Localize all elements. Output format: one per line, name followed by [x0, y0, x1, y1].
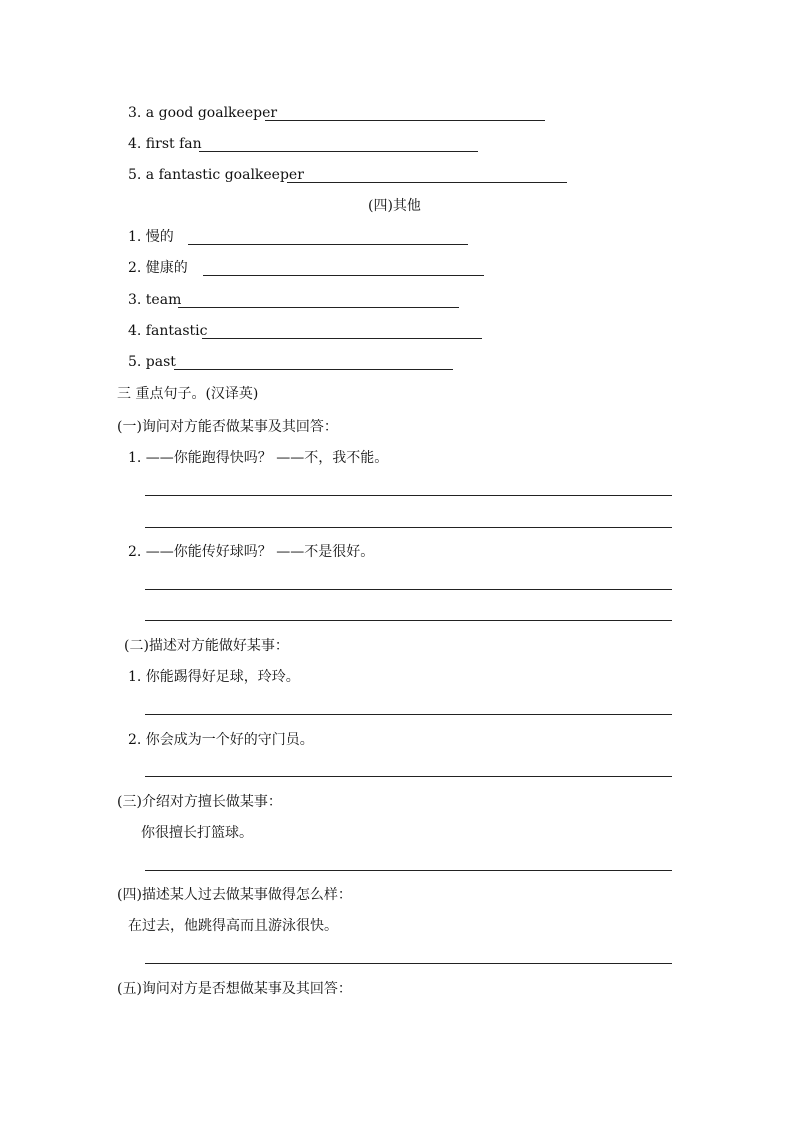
other-item-1-answer-line[interactable] — [188, 244, 468, 245]
sentence-4-1-answer-line[interactable] — [145, 963, 672, 964]
sentence-4-1-prompt: 在过去，他跳得高而且游泳很快。 — [128, 918, 338, 934]
sentence-3-1-answer-line[interactable] — [145, 870, 672, 871]
subsection-three-heading: (三)介绍对方擅长做某事： — [117, 794, 282, 810]
other-item-2-label: 2. 健康的 — [128, 260, 188, 276]
sentence-2-2-prompt: 2. 你会成为一个好的守门员。 — [128, 732, 314, 748]
other-item-5-answer-line[interactable] — [174, 369, 453, 370]
vocab-item-3-answer-line[interactable] — [265, 120, 545, 121]
other-item-2-answer-line[interactable] — [203, 275, 484, 276]
other-item-5-label: 5. past — [128, 354, 176, 370]
other-item-1-label: 1. 慢的 — [128, 229, 174, 245]
other-item-3-answer-line[interactable] — [178, 307, 459, 308]
subsection-five-heading: (五)询问对方是否想做某事及其回答： — [117, 981, 352, 997]
sentence-1-2-prompt: 2. ——你能传好球吗？ ——不是很好。 — [128, 544, 375, 560]
sentence-2-1-prompt: 1. 你能踢得好足球，玲玲。 — [128, 669, 300, 685]
other-item-3-label: 3. team — [128, 292, 182, 308]
section-four-heading: (四)其他 — [368, 198, 421, 214]
sentence-1-1-answer-line-b[interactable] — [145, 527, 672, 528]
sentence-2-1-answer-line[interactable] — [145, 714, 672, 715]
other-item-4-label: 4. fantastic — [128, 323, 208, 339]
sentence-3-1-prompt: 你很擅长打篮球。 — [141, 825, 253, 841]
vocab-item-5-answer-line[interactable] — [287, 182, 567, 183]
sentence-1-2-answer-line-b[interactable] — [145, 620, 672, 621]
subsection-four-heading: (四)描述某人过去做某事做得怎么样： — [117, 887, 352, 903]
vocab-item-4-label: 4. first fan — [128, 136, 202, 152]
part-three-heading: 三 重点句子。(汉译英) — [117, 386, 259, 402]
vocab-item-3-label: 3. a good goalkeeper — [128, 105, 278, 121]
sentence-1-2-answer-line-a[interactable] — [145, 589, 672, 590]
subsection-two-heading: (二)描述对方能做好某事： — [124, 638, 289, 654]
vocab-item-5-label: 5. a fantastic goalkeeper — [128, 167, 304, 183]
subsection-one-heading: (一)询问对方能否做某事及其回答： — [117, 419, 338, 435]
sentence-1-1-answer-line-a[interactable] — [145, 495, 672, 496]
vocab-item-4-answer-line[interactable] — [199, 151, 478, 152]
sentence-2-2-answer-line[interactable] — [145, 776, 672, 777]
other-item-4-answer-line[interactable] — [202, 338, 482, 339]
sentence-1-1-prompt: 1. ——你能跑得快吗？ ——不，我不能。 — [128, 450, 389, 466]
